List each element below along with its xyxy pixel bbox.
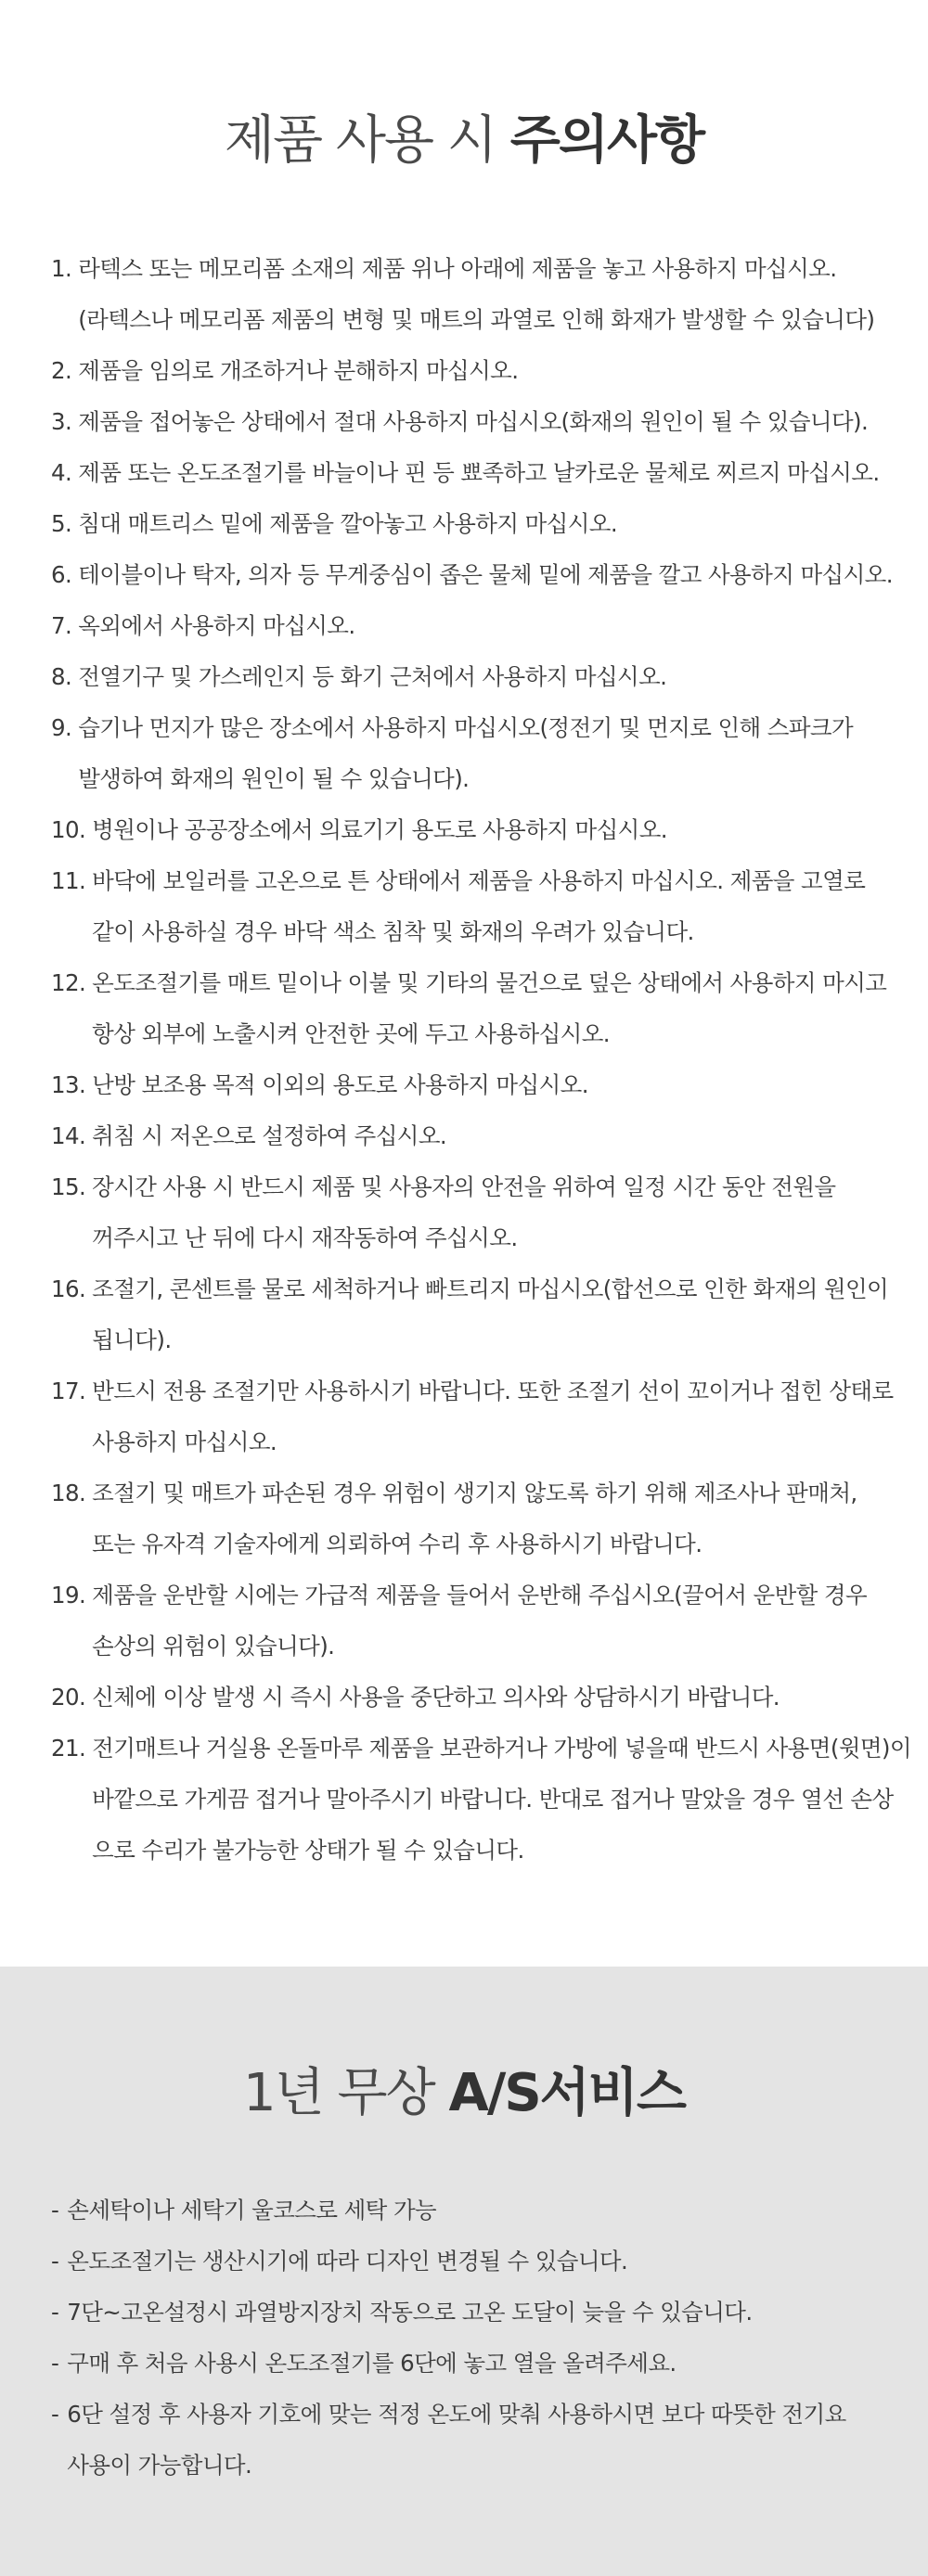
item-text bbox=[92, 804, 667, 855]
item-number: 4. bbox=[51, 459, 72, 486]
list-item bbox=[51, 2389, 891, 2491]
item-number: 2. bbox=[51, 357, 72, 384]
list-item bbox=[51, 345, 891, 396]
item-number: 3. bbox=[51, 408, 72, 435]
item-text bbox=[78, 243, 874, 345]
list-item bbox=[51, 549, 891, 600]
item-number: 13. bbox=[51, 1071, 86, 1098]
item-dash: - bbox=[51, 2299, 59, 2326]
item-text bbox=[78, 600, 354, 651]
item-number: 21. bbox=[51, 1735, 86, 1762]
item-text-line: 제품을 접어놓은 상태에서 절대 사용하지 마십시오(화재의 원인이 될 수 있습니다). bbox=[78, 408, 869, 435]
item-text-line: 6단 설정 후 사용자 기호에 맞는 적정 온도에 맞춰 사용하시면 보다 따뜻한 전기요 bbox=[67, 2401, 846, 2428]
item-text bbox=[67, 2389, 845, 2491]
item-text-line: 조절기, 콘센트를 물로 세척하거나 빠트리지 마십시오(합선으로 인한 화재의 원인이 bbox=[92, 1275, 889, 1302]
item-text bbox=[92, 855, 865, 957]
service-list bbox=[0, 2185, 928, 2491]
item-text-line: 제품 또는 온도조절기를 바늘이나 핀 등 뾰족하고 날카로운 물체로 찌르지 마십시오. bbox=[78, 459, 880, 486]
item-dash: - bbox=[51, 2197, 59, 2224]
list-item bbox=[51, 1263, 891, 1365]
item-text bbox=[92, 1672, 780, 1723]
list-item bbox=[51, 702, 891, 804]
item-text-line: 신체에 이상 발생 시 즉시 사용을 중단하고 의사와 상담하시기 바랍니다. bbox=[92, 1684, 780, 1711]
item-text-line: 됩니다). bbox=[92, 1326, 172, 1353]
item-text-line: 취침 시 저온으로 설정하여 주십시오. bbox=[92, 1122, 447, 1149]
list-item bbox=[51, 855, 891, 957]
list-item bbox=[51, 2338, 891, 2389]
item-text bbox=[92, 957, 886, 1059]
item-number: 18. bbox=[51, 1480, 86, 1506]
item-text-line: 바깥으로 가게끔 접거나 말아주시기 바랍니다. 반대로 접거나 말았을 경우 열선 손상 bbox=[92, 1786, 894, 1813]
item-text bbox=[78, 396, 868, 447]
item-text-line: 반드시 전용 조절기만 사용하시기 바랍니다. 또한 조절기 선이 꼬이거나 접힌 상태로 bbox=[92, 1378, 894, 1404]
service-section bbox=[0, 1967, 928, 2576]
item-text bbox=[92, 1110, 446, 1161]
list-item bbox=[51, 1672, 891, 1723]
caution-title-light: 제품 사용 시 bbox=[224, 110, 510, 171]
item-number: 19. bbox=[51, 1582, 86, 1608]
item-text bbox=[92, 1263, 888, 1365]
item-text bbox=[67, 2338, 676, 2389]
item-text bbox=[78, 549, 893, 600]
item-text-line: 옥외에서 사용하지 마십시오. bbox=[78, 612, 355, 639]
item-dash: - bbox=[51, 2248, 59, 2275]
item-text bbox=[92, 1570, 867, 1672]
item-text-line: 온도조절기를 매트 밑이나 이불 및 기타의 물건으로 덮은 상태에서 사용하지 마시고 bbox=[92, 969, 887, 996]
item-text-line: (라텍스나 메모리폼 제품의 변형 및 매트의 과열로 인해 화재가 발생할 수 있습니다) bbox=[78, 306, 875, 333]
item-number: 9. bbox=[51, 714, 72, 741]
list-item bbox=[51, 1110, 891, 1161]
item-text bbox=[92, 1467, 857, 1570]
list-item bbox=[51, 957, 891, 1059]
item-number: 6. bbox=[51, 561, 72, 588]
item-text-line: 습기나 먼지가 많은 장소에서 사용하지 마십시오(정전기 및 먼지로 인해 스파크가 bbox=[78, 714, 854, 741]
caution-title bbox=[0, 104, 928, 178]
item-number: 10. bbox=[51, 816, 86, 843]
item-text-line: 침대 매트리스 밑에 제품을 깔아놓고 사용하지 마십시오. bbox=[78, 510, 618, 537]
item-text-line: 손상의 위험이 있습니다). bbox=[92, 1633, 335, 1660]
item-dash: - bbox=[51, 2350, 59, 2377]
item-text-line: 또는 유자격 기술자에게 의뢰하여 수리 후 사용하시기 바랍니다. bbox=[92, 1531, 702, 1557]
list-item bbox=[51, 498, 891, 549]
caution-title-bold: 주의사항 bbox=[509, 110, 704, 171]
item-text-line: 병원이나 공공장소에서 의료기기 용도로 사용하지 마십시오. bbox=[92, 816, 667, 843]
item-text-line: 전기매트나 거실용 온돌마루 제품을 보관하거나 가방에 넣을때 반드시 사용면(윗면)이 bbox=[92, 1735, 911, 1762]
item-text-line: 전열기구 및 가스레인지 등 화기 근처에서 사용하지 마십시오. bbox=[78, 663, 667, 690]
item-number: 17. bbox=[51, 1378, 86, 1404]
item-text-line: 발생하여 화재의 원인이 될 수 있습니다). bbox=[78, 765, 470, 792]
item-text-line: 제품을 임의로 개조하거나 분해하지 마십시오. bbox=[78, 357, 519, 384]
item-text-line: 난방 보조용 목적 이외의 용도로 사용하지 마십시오. bbox=[92, 1071, 588, 1098]
item-text bbox=[78, 702, 853, 804]
item-number: 16. bbox=[51, 1275, 86, 1302]
list-item bbox=[51, 243, 891, 345]
item-text-line: 테이블이나 탁자, 의자 등 무게중심이 좁은 물체 밑에 제품을 깔고 사용하지 마십시오. bbox=[78, 561, 893, 588]
item-text-line: 7단~고온설정시 과열방지장치 작동으로 고온 도달이 늦을 수 있습니다. bbox=[67, 2299, 753, 2326]
list-item bbox=[51, 2287, 891, 2338]
item-text-line: 항상 외부에 노출시켜 안전한 곳에 두고 사용하십시오. bbox=[92, 1020, 610, 1047]
item-text bbox=[78, 345, 518, 396]
item-number: 8. bbox=[51, 663, 72, 690]
item-text-line: 제품을 운반할 시에는 가급적 제품을 들어서 운반해 주십시오(끌어서 운반할 경우 bbox=[92, 1582, 868, 1608]
item-number: 1. bbox=[51, 255, 72, 282]
item-number: 20. bbox=[51, 1684, 86, 1711]
item-text-line: 사용하지 마십시오. bbox=[92, 1429, 277, 1455]
list-item bbox=[51, 1467, 891, 1570]
item-dash: - bbox=[51, 2401, 59, 2428]
item-text bbox=[92, 1161, 835, 1263]
item-number: 11. bbox=[51, 867, 86, 894]
item-text bbox=[78, 651, 666, 702]
list-item bbox=[51, 600, 891, 651]
item-number: 12. bbox=[51, 969, 86, 996]
caution-list bbox=[0, 243, 928, 1876]
service-title bbox=[0, 2057, 928, 2131]
item-text bbox=[78, 447, 879, 498]
item-text bbox=[92, 1059, 588, 1110]
item-text-line: 꺼주시고 난 뒤에 다시 재작동하여 주십시오. bbox=[92, 1224, 518, 1251]
list-item bbox=[51, 1365, 894, 1467]
item-text-line: 조절기 및 매트가 파손된 경우 위험이 생기지 않도록 하기 위해 제조사나 판매처, bbox=[92, 1480, 857, 1506]
item-text-line: 온도조절기는 생산시기에 따라 디자인 변경될 수 있습니다. bbox=[67, 2248, 628, 2275]
list-item bbox=[51, 1570, 891, 1672]
item-text-line: 으로 수리가 불가능한 상태가 될 수 있습니다. bbox=[92, 1837, 524, 1864]
list-item bbox=[51, 396, 891, 447]
item-text-line: 장시간 사용 시 반드시 제품 및 사용자의 안전을 위하여 일정 시간 동안 전원을 bbox=[92, 1173, 836, 1200]
service-title-light: 1년 무상 bbox=[243, 2063, 449, 2123]
item-text-line: 구매 후 처음 사용시 온도조절기를 6단에 놓고 열을 올려주세요. bbox=[67, 2350, 677, 2377]
item-text-line: 라텍스 또는 메모리폼 소재의 제품 위나 아래에 제품을 놓고 사용하지 마십시오. bbox=[78, 255, 837, 282]
list-item bbox=[51, 1161, 891, 1263]
service-title-bold: A/S서비스 bbox=[448, 2063, 685, 2123]
item-text bbox=[67, 2287, 752, 2338]
item-number: 14. bbox=[51, 1122, 86, 1149]
item-number: 5. bbox=[51, 510, 72, 537]
list-item bbox=[51, 1059, 891, 1110]
item-text bbox=[67, 2185, 436, 2236]
item-number: 15. bbox=[51, 1173, 86, 1200]
list-item bbox=[51, 447, 891, 498]
list-item bbox=[51, 1723, 911, 1876]
item-text bbox=[92, 1365, 893, 1467]
list-item bbox=[51, 651, 891, 702]
item-text bbox=[92, 1723, 911, 1876]
item-text-line: 바닥에 보일러를 고온으로 튼 상태에서 제품을 사용하지 마십시오. 제품을 고열로 bbox=[92, 867, 866, 894]
item-text-line: 사용이 가능합니다. bbox=[67, 2452, 252, 2479]
item-number: 7. bbox=[51, 612, 72, 639]
list-item bbox=[51, 804, 891, 855]
item-text-line: 같이 사용하실 경우 바닥 색소 침착 및 화재의 우려가 있습니다. bbox=[92, 918, 694, 945]
list-item bbox=[51, 2236, 891, 2287]
list-item bbox=[51, 2185, 891, 2236]
item-text-line: 손세탁이나 세탁기 울코스로 세탁 가능 bbox=[67, 2197, 437, 2224]
item-text bbox=[78, 498, 617, 549]
item-text bbox=[67, 2236, 627, 2287]
